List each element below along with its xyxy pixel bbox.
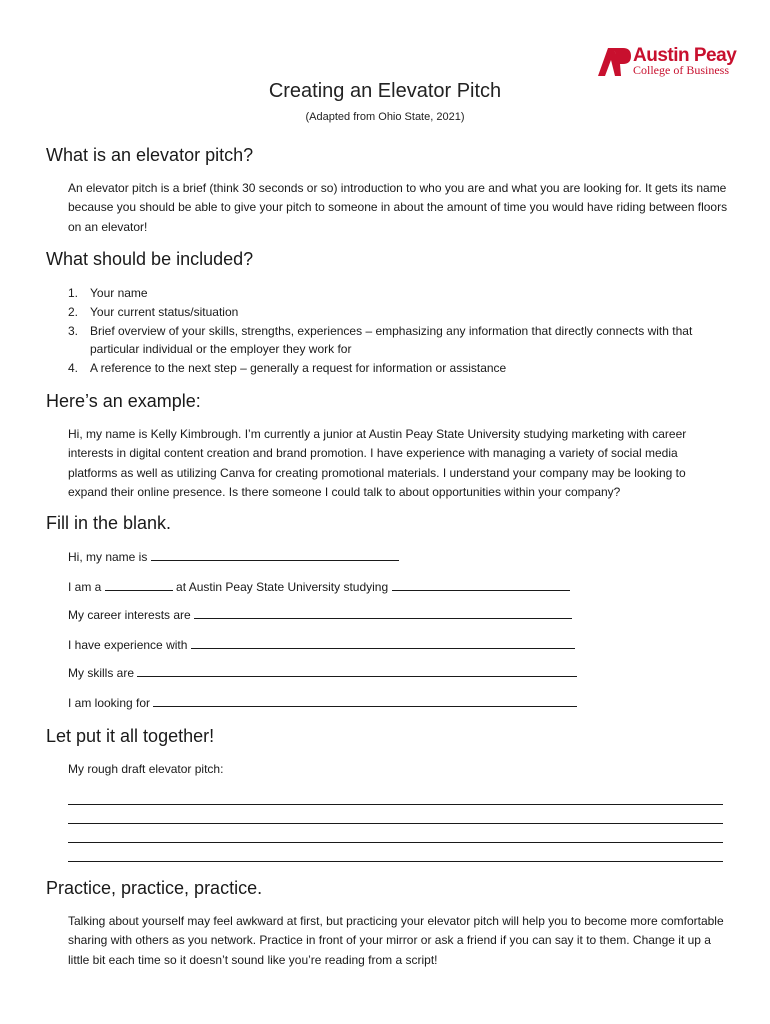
year-blank-field[interactable] <box>105 579 173 591</box>
heading-included: What should be included? <box>46 249 254 269</box>
logo-subtitle: College of Business <box>633 63 729 77</box>
list-item <box>68 359 728 378</box>
list-item-text: Your current status/situation <box>90 304 239 319</box>
heading-together: Let put it all together! <box>46 726 215 746</box>
fill-line-looking <box>68 695 577 710</box>
name-blank-field[interactable] <box>151 549 399 561</box>
logo-name: Austin Peay <box>633 45 737 66</box>
list-item-number: 4. <box>68 361 79 376</box>
fill-experience-label: I have experience with <box>68 638 188 652</box>
experience-blank-field[interactable] <box>191 637 575 649</box>
major-blank-field[interactable] <box>392 579 570 591</box>
fill-iam-label: I am a <box>68 580 102 594</box>
looking-blank-field[interactable] <box>153 695 577 707</box>
rough-draft-line-2[interactable] <box>68 823 723 824</box>
heading-example: Here’s an example: <box>46 391 201 411</box>
paragraph-practice: Talking about yourself may feel awkward at first, but practicing your elevator pitch will help you to become more comfortable sharing with others as you network. Practice in front of your mirror or ask a friend if you can say it to them. Change it up a little bit each time so it doesn’t sound like you’re reading from a script! <box>68 914 724 967</box>
skills-blank-field[interactable] <box>137 665 577 677</box>
fill-interests-label: My career interests are <box>68 608 191 622</box>
fill-line-iam <box>68 579 570 594</box>
rough-draft-line-4[interactable] <box>68 861 723 862</box>
austin-peay-logo <box>597 45 737 78</box>
list-item <box>68 284 728 303</box>
paragraph-example: Hi, my name is Kelly Kimbrough. I’m currently a junior at Austin Peay State University studying marketing with career interests in digital content creation and brand promotion. I have experience with managing a variety of social media platforms as well as utilizing Canva for creating promotional materials. I understand your company may be looking to expand their online presence. Is there someone I could talk to about opportunities within your company? <box>68 427 687 499</box>
ap-logo-mark-icon <box>597 46 631 76</box>
fill-name-label: Hi, my name is <box>68 550 148 564</box>
interests-blank-field[interactable] <box>194 607 572 619</box>
heading-fill-blank: Fill in the blank. <box>46 513 172 533</box>
page-subtitle: (Adapted from Ohio State, 2021) <box>305 111 465 123</box>
heading-what-is: What is an elevator pitch? <box>46 145 254 165</box>
list-item-number: 1. <box>68 286 79 300</box>
rough-draft-line-3[interactable] <box>68 842 723 843</box>
list-item-number: 2. <box>68 304 79 319</box>
list-item-number: 3. <box>68 323 79 338</box>
rough-draft-label: My rough draft elevator pitch: <box>68 762 224 776</box>
paragraph-what-is: An elevator pitch is a brief (think 30 seconds or so) introduction to who you are and what you are looking for. It gets its name because you should be able to give your pitch to someone in about the amount of time you would have riding between floors on an elevator! <box>68 181 728 234</box>
rough-draft-line-1[interactable] <box>68 804 723 805</box>
fill-line-name <box>68 549 399 564</box>
list-item-text: Your name <box>90 286 148 300</box>
included-list <box>68 284 728 378</box>
fill-line-interests <box>68 607 572 622</box>
heading-practice: Practice, practice, practice. <box>46 878 263 898</box>
fill-line-skills <box>68 665 577 680</box>
list-item-text: Brief overview of your skills, strengths, experiences – emphasizing any information that directly connects with that particular individual or the employer they work for <box>90 323 693 357</box>
page-title: Creating an Elevator Pitch <box>268 80 502 102</box>
list-item <box>68 322 728 360</box>
fill-skills-label: My skills are <box>68 666 135 680</box>
fill-line-experience <box>68 637 575 652</box>
fill-iam-middle-label: at Austin Peay State University studying <box>176 580 389 594</box>
list-item-text: A reference to the next step – generally a request for information or assistance <box>90 361 507 376</box>
list-item <box>68 303 728 322</box>
fill-looking-label: I am looking for <box>68 696 151 710</box>
